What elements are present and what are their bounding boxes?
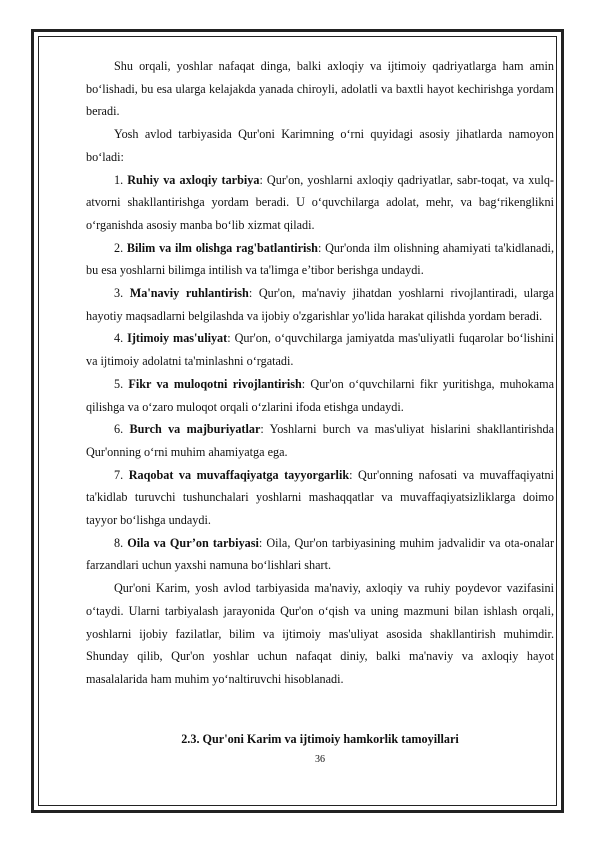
list-item-title: Fikr va muloqotni rivojlantirish bbox=[128, 376, 302, 391]
list-item-text: : Qur'on, o‘quvchilarga jamiyatda mas'uliyatli fuqarolar bo‘lishini va ijtimoiy adolatni ta'minlashni o‘rgatadi. bbox=[86, 331, 554, 369]
list-item-text: : Oila, Qur'on tarbiyasining muhim jadvalidir va ota-onalar farzandlari uchun yaxshi namuna bo‘lishlari shart. bbox=[86, 535, 555, 573]
list-number: 4. bbox=[114, 331, 124, 346]
paragraph-lead: Yosh avlod tarbiyasida Qur'oni Karimning o‘rni quyidagi asosiy jihatlarda namoyon bo‘ladi: bbox=[86, 127, 554, 164]
list-number: 6. bbox=[114, 422, 124, 437]
list-item bbox=[86, 237, 554, 282]
list-item-title: Ma'naviy ruhlantirish bbox=[129, 286, 249, 301]
list-item-text: : Qur'on, ma'naviy jihatdan yoshlarni rivojlantiradi, ularga hayotiy maqsadlarni belgilashda va ijobiy o'zgarishlar yo'lida harakat qilishda yordam beradi. bbox=[86, 286, 555, 323]
paragraph-intro: Shu orqali, yoshlar nafaqat dinga, balki axloqiy va ijtimoiy qadriyatlarga ham amin bo‘lishadi, bu esa ularga kelajakda yanada chiroyli, adolatli va baxtli hayot kechirishga yordam beradi. bbox=[86, 59, 554, 119]
list-number: 1. bbox=[114, 172, 124, 187]
list-item bbox=[86, 373, 554, 418]
list-item-text: : Qur'onda ilm olishning ahamiyati ta'kidlanadi, bu esa yoshlarni bilimga intilish va ta'limga e’tibor berishga undaydi. bbox=[86, 240, 554, 278]
list-item bbox=[86, 169, 554, 237]
list-number: 7. bbox=[114, 467, 124, 482]
list-item-title: Bilim va ilm olishga rag'batlantirish bbox=[126, 240, 318, 255]
list-number: 5. bbox=[114, 376, 124, 391]
list-item-title: Ijtimoiy mas'uliyat bbox=[127, 331, 228, 346]
list-item-text: : Qur'onning nafosati va muvaffaqiyatni ta'kidlab turuvchi tushunchalari yoshlarni mashaqqatlar va muvaffaqiyatsizliklarga doimo tayyor bo‘lishga undaydi. bbox=[86, 467, 554, 528]
document-body bbox=[86, 55, 554, 691]
list-item-title: Burch va majburiyatlar bbox=[129, 422, 261, 437]
list-item-text: : Qur'on, yoshlarni axloqiy qadriyatlar, sabr-toqat, va xulq-atvorni shakllantirishga yordam beradi. U o‘quvchilarga adolat, mehr, va bag‘rikenglikni o‘rganishda asosiy manba bo‘lib xizmat qiladi. bbox=[86, 172, 554, 232]
list-item-title: Ruhiy va axloqiy tarbiya bbox=[127, 172, 260, 187]
list-item bbox=[86, 282, 554, 327]
list-item bbox=[86, 327, 554, 372]
page-number: 36 bbox=[315, 754, 325, 765]
list-item bbox=[86, 532, 554, 577]
paragraph-conclusion: Qur'oni Karim, yosh avlod tarbiyasida ma'naviy, axloqiy va ruhiy poydevor vazifasini o‘taydi. Ularni tarbiyalash jarayonida Qur'on o‘qish va uning mazmuni bilan ishlash orqali, yoshlarni ijobiy fazilatlar, bilim va ijtimoiy mas'uliyat asosida shakllantirish muhimdir. Shunday qilib, Qur'on yoshlar uchun nafaqat diniy, balki ma'naviy va axloqiy hayot masalalarida ham muhim yo‘naltiruvchi hisoblanadi. bbox=[86, 581, 554, 686]
list-item-text: : Yoshlarni burch va mas'uliyat hislarini shakllantirishda Qur'onning o‘rni muhim ahamiyatga ega. bbox=[86, 422, 555, 459]
list-number: 2. bbox=[114, 240, 124, 255]
list-item bbox=[86, 464, 554, 532]
list-item-title: Raqobat va muvaffaqiyatga tayyorgarlik bbox=[128, 467, 350, 482]
section-heading: 2.3. Qur'oni Karim va ijtimoiy hamkorlik tamoyillari bbox=[181, 732, 459, 746]
list-number: 3. bbox=[114, 286, 124, 301]
list-item-title: Oila va Qur’on tarbiyasi bbox=[127, 535, 259, 550]
list-number: 8. bbox=[114, 535, 124, 550]
list-item-text: : Qur'on o‘quvchilarni fikr yuritishga, muhokama qilishga va o‘zaro muloqot orqali o‘zlarini ifoda etishga undaydi. bbox=[86, 376, 554, 414]
list-item bbox=[86, 418, 554, 463]
